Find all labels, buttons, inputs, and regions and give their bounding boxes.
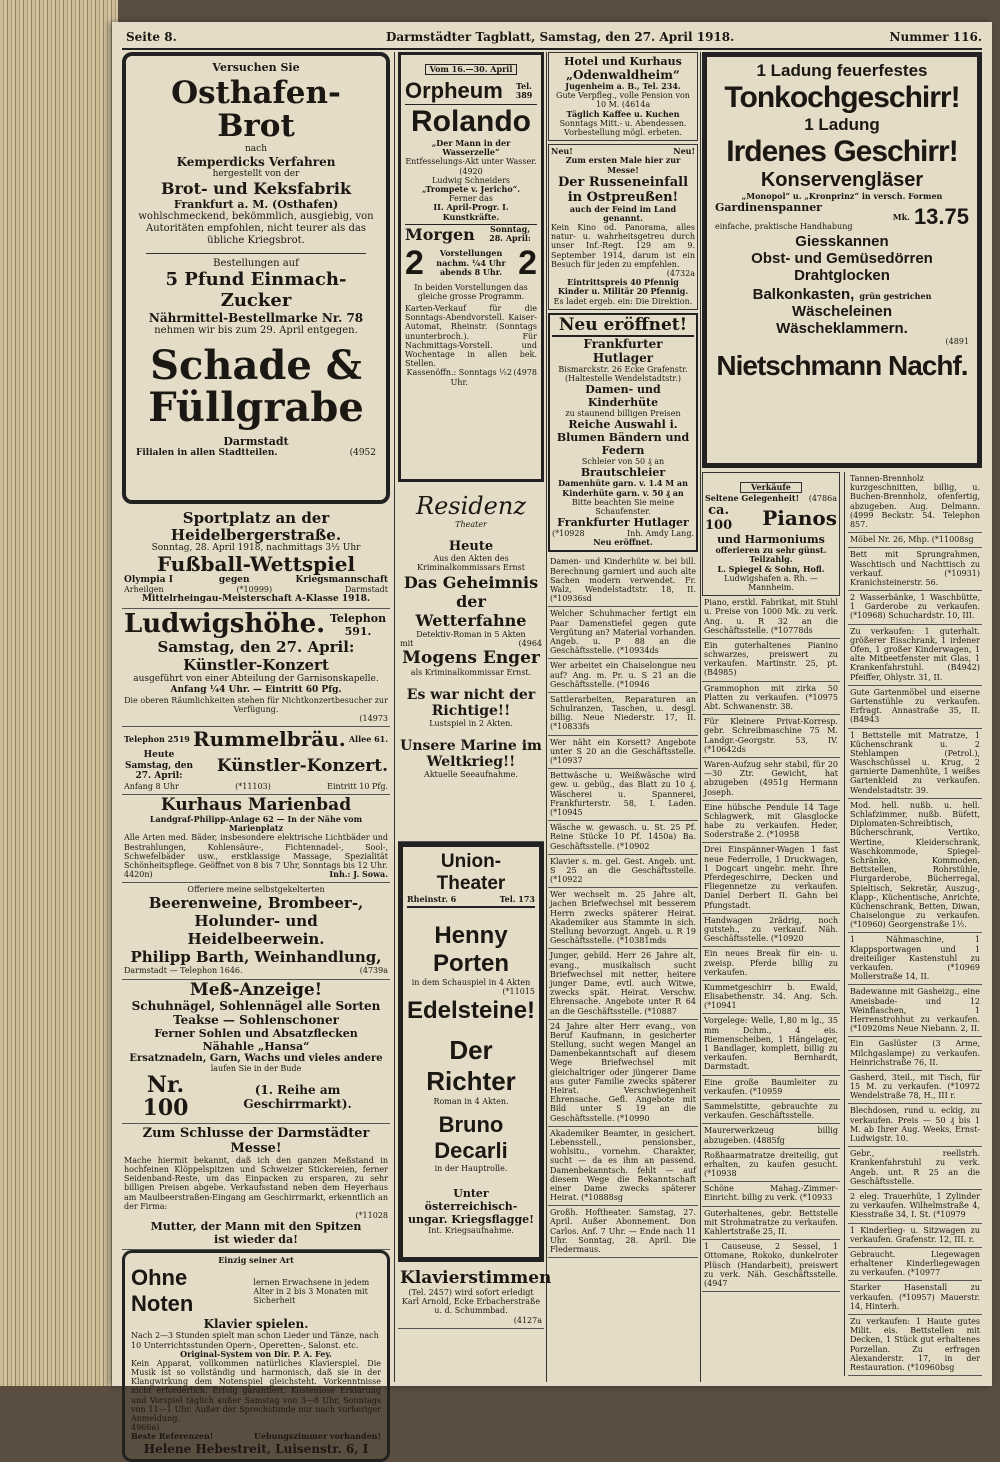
ad-code: (*10999) [236,585,273,595]
tonkochgeschirr-ad [702,52,982,468]
ad-text: Bismarckstr. 26 Ecke Grafenstr. (Haltestelle Wendelstadtstr.) [558,364,688,383]
ad-text: Vom 16.—30. April [425,64,518,75]
ad-text: Jugenheim a. B., Tel. 234. [565,81,681,91]
ad-code: 4420n) [124,870,153,880]
ad-text: Nähahle „Hansa“ [202,1040,310,1054]
ad-text: Inh. Amdy Lang. [627,529,694,539]
ad-text: Wäscheleinen [791,303,893,321]
ad-headline: Es war nicht der Richtige!! [406,687,536,720]
ad-firm-name: Nietschmann Nachf. [716,350,968,382]
ad-headline: Tonkochgeschirr! [724,81,960,114]
ad-code: (*11028 [355,1210,388,1220]
classified-ad: Mod. hell. nußb. u. hell. Schlafzimmer, nußb. Büfett, Diplomaten-Schreibtisch, Bücherschrank, Vertiko, Wertine, Kleiderschrank, Waschkommode, Spiegel-Schränke, Kommoden, Bettstellen, Rohrstühle, Flurgarderobe, Bücherregal, Spieltisch, Sekretär, Auszug-, Klapp-, Küchentische, Anrichte, Küchenschrank, Betten, Diwan, Chaiselongue zu verkaufen. (*10960) Georgenstraße 1½. [848,799,982,934]
classified-ad: Eine hübsche Pendule 14 Tage Schlagwerk, mit Glasglocke habe zu verkaufen. Heder, Soderstraße 2. (*10958 [702,801,840,844]
ad-text: Darmstadt [344,585,388,595]
ad-text: Einzig seiner Art [218,1255,294,1266]
classified-ad: Großh. Hoftheater. Samstag, 27. April. Außer Abonnement. Don Carlos. Anf. 7 Uhr. — Ende nach 11 Uhr. Sonntag, 28. April. Die Fledermaus. [548,1206,698,1258]
ad-text: Karten-Verkauf für die Sonntags-Abendvorstell. Kaiser-Automat, Rheinstr. (Sonntags ununterbroch.). Für Nachmittags-Vorstell. und Wochentage in allen bek. Stellen. [405,304,537,369]
page-stack-edge [0,0,118,1386]
ad-text: Hotel und Kurhaus [564,55,682,68]
ad-text: Die oberen Räumlichkeiten stehen für Nichtkonzertbesucher zur Verfügung. [124,695,388,714]
classified-ad: Gebr., reellstrh. Krankenfahrstuhl zu verk. Angeb. unt. R 25 an die Geschäftsstelle. [848,1147,982,1190]
ad-text: Offeriere meine selbstgekelterten [187,885,325,895]
ad-text: Original-System von Dir. P. A. Fey. [180,1348,332,1359]
ad-text: (Tel. 2457) wird sofort erledigt Karl Arnold, Ecke Erbacherstraße u. d. Schummbad. [401,1288,541,1316]
section-heading: Verkäufe [740,482,802,493]
ad-text: Balkonkasten, [752,286,855,304]
classified-ad: Waren-Aufzug sehr stabil, für 20—30 Ztr. Gewicht, hat abzugeben (4951g Hermann Joseph. [702,758,840,801]
running-header [126,30,982,46]
ad-text: in der Hauptrolle. [434,1163,508,1173]
ad-text: Telephon 2519 [124,734,190,744]
classified-ad: Blechdosen, rund u. eckig, zu verkaufen. Preis — 50 ₰ bis 1 M. ab Ihrer Aug. Weeks, Ernst-Ludwigstr. 10. [848,1104,982,1147]
ad-text: und Harmoniums [717,533,825,547]
ad-text: Teakse — Sohlenschoner [173,1013,339,1028]
classified-ad: Schöne Mahag.-Zimmer-Einricht. billig zu verk. (*10933 [702,1182,840,1206]
ad-text: ist wieder da! [214,1233,298,1247]
ad-code: (4732a [666,269,695,278]
ad-text: Ferner das [449,194,493,204]
classified-ad: Roßhaarmatratze dreiteilig, gut erhalten, zu kaufen gesucht. (*10938 [702,1149,840,1183]
ad-text: laufen Sie in der Bude [210,1064,302,1074]
ad-text: Heute [448,539,494,555]
column-1 [122,52,390,1456]
ad-text: Eintritt 10 Pfg. [327,781,388,791]
ad-text: „Trompete v. Jericho“. [421,183,521,194]
ad-headline: Union-Theater [436,851,506,894]
classified-ad: Zu verkaufen: 1 guterhalt. größerer Eisschrank, 1 irdener Ofen, 1 großer Kinderwagen, 1 alte Mitbeetfenster mit Glas, 1 Krankenfahrstuhl. (B4942) Pfeiffer, Ohlystr. 31, II. [848,625,982,686]
ad-text: 1 Ladung [804,115,880,134]
beerenweine-ad [122,883,390,979]
classified-ad: Zu verkaufen: 1 Haute gutes Milit. eis. Bettstellen mit Decken, 1 Stück gut erhaltenes Porzellan. Zu erfragen Alexanderstr. 17, in der Restauration. (*10960bsg [848,1315,982,1376]
ad-text: Frankfurt a. M. (Osthafen) [173,198,339,212]
classified-ad: Junger, gebild. Herr 26 Jahre alt, evang., musikalisch sucht Briefwechsel mit netter, heitere junger Dame, evtl. auch Witwe, zwecks spät. Heirat. Verschw. Ehrensache. Angebote unter R 64 an die Geschäftsstelle. (*10887 [548,949,698,1019]
ad-text: Aus den Akten des Kriminalkommissars Ernst [417,554,525,573]
classified-ad: Sattlerarbeiten, Reparaturen an Schulranzen, Taschen, u. desgl. billig. Neue Niederstr. 17, II. (*10833fs [548,693,698,736]
ad-headline: Beerenweine, Brombeer-, [148,894,364,913]
ad-text: ca. [708,503,729,519]
ad-headline: Nr. 100 [142,1071,189,1121]
ad-text: grün gestrichen [859,291,932,302]
ad-text: hergestellt von der [212,168,300,179]
ad-text: Neu eröffnet. [593,537,653,548]
ad-headline: Fußball-Wettspiel [156,551,356,576]
ad-firm-name: Schade & [150,342,362,390]
ad-text: Frankfurter Hutlager [557,516,689,530]
ad-text: Anfang ¼4 Uhr. — Eintritt 60 Pfg. [170,684,342,695]
classified-ad: Gasherd, 3teil., mit Tisch, für 15 M. zu verkaufen. (*10972 Wendelstraße 78, H., III r. [848,1071,982,1105]
classified-ad: 1 Bettstelle mit Matratze, 1 Küchenschrank u. 2 Stehlampen (Petrol.), Waschschüssel u. Krug, 2 garnierte Damenhüte, 1 weißes Gartenkleid zu verkaufen. Wendelstadtstr. 39. [848,729,982,799]
ad-headline: Bruno Decarli [434,1111,508,1163]
residenz-theater-ad [398,486,544,842]
ad-text: Brot- und Keksfabrik [160,179,352,199]
masthead-date: Darmstädter Tagblatt, Samstag, den 27. April 1918. [386,30,735,44]
classifieds-left [702,472,840,1376]
ad-text: ausgeführt von einer Abteilung der Garnisonskapelle. [133,674,379,685]
classified-ad: Tannen-Brennholz kurzgeschnitten, billig, u. Buchen-Brennholz, ofenfertig, abzugeben. Aug. Delmann. (4999 Beckstr. 54. Telephon 857. [848,472,982,533]
classified-ad: Guterhaltenes, gebr. Bettstelle mit Strohmatratze zu verkaufen. Kahlertstraße 25, II. [702,1207,840,1241]
ad-text: Darmstadt [223,435,289,449]
rummelbraeu-ad [122,727,390,795]
ad-headline: Rummelbräu. [192,727,346,752]
orpheum-ad [398,52,544,482]
ad-headline: Sportplatz an der Heidelbergerstraße. [170,509,342,544]
ad-headline: Pianos [762,506,837,531]
sportplatz-ad [122,508,390,609]
ad-text: 100 [705,518,733,534]
ad-text: Gardinenspanner [715,201,822,215]
classified-ad: Bettwäsche u. Weißwäsche wird gew. u. gebüg., das Blatt zu 10 ₰. Wäscherei u. Spannerei, Frankfurterstr. 58, I. Laden. (*10945 [548,769,698,821]
newspaper-sheet [112,22,992,1456]
column-rule [700,52,701,1382]
classified-ad: Wer wechselt m. 25 Jahre alt, jachen Briefwechsel mit besserem Herrn zwecks späterer Heirat. Akademiker aus Stammte in sich. Stellung bevorzugt. Angeb. u. R 19 Geschäftsstelle. (*10381mds [548,888,698,949]
ad-text: Inh.: J. Sowa. [329,869,388,880]
ad-text: Filialen in allen Stadtteilen. [136,448,278,459]
messe-schluss-ad [122,1124,390,1250]
ad-text: Sonntags Mitt.- u. Abendessen. Vorbestellung mögl. erbeten. [559,118,687,137]
ad-code: (4891 [945,337,969,347]
ad-price: 13.75 [913,204,969,230]
ad-code: (14973 [359,713,388,723]
ad-text: Brautschleier [580,466,666,480]
classified-ad: Kummetgeschirr b. Ewald, Elisabethenstr. 34. Ang. Sch. (*10941 [702,981,840,1015]
ad-headline: Zum Schlusse der Darmstädter [142,1125,370,1141]
ad-code: (4739a [359,966,388,976]
ad-text: Zum ersten Male hier zur Messe! [565,155,681,175]
ad-headline: Irdenes Geschirr! [726,135,958,168]
ad-firm-name: Füllgrabe [148,384,364,432]
ad-text: Helene Hebestreit, [143,1441,272,1456]
ad-code: (*11103) [235,781,271,791]
ad-text: nach [245,144,267,155]
ad-text: Kassenöffn.: Sonntags ½2 Uhr. [406,368,512,387]
ad-headline: Holunder- und Heidelbeerwein. [187,912,325,949]
ad-text: 1 Ladung feuerfestes [756,61,928,80]
classified-ad: Ein neues Break für ein- u. zweisp. Pferde billig zu verkaufen. [702,947,840,981]
ad-text: 5 Pfund Einmach-Zucker [165,269,347,312]
ad-text: in dem Schauspiel in 4 Akten [411,978,531,988]
ad-text: Schuhnägel, Sohlennägel alle Sorten [131,999,381,1014]
ad-text: Telephon 591. [329,611,387,638]
classified-ad: Ein Gaslüster (3 Arme, Milchgaslampe) zu verkaufen. Heinrichstraße 76, II. [848,1037,982,1071]
classified-list [844,472,982,1376]
classified-list [702,596,840,1292]
union-theater-ad [398,842,544,1262]
ad-text: mit [400,638,414,648]
ad-headline: Messe! [230,1140,282,1156]
classified-ad: Welcher Schuhmacher fertigt ein Paar Damenstiefel gegen gute Vergütung an? Material vorhanden. Angeb. u. P 88 an die Geschäftsstelle. (*10934ds [548,607,698,659]
ad-text: Sonntag, 28. April 1918, nachmittags 3½ Uhr [151,543,361,553]
ad-text: nehmen wir bis zum 29. April entgegen. [154,325,358,337]
ad-text: auch der Feind im Land genannt. [569,203,677,223]
ad-headline: Ohne Noten [131,1265,194,1317]
ad-headline: Edelsteine! [407,996,536,1024]
ad-text: Samstag, den 27. April: Künstler-Konzert [157,638,355,675]
ad-text: Allee 61. [348,734,388,744]
ad-headline: Orpheum [405,78,503,103]
ad-headline: Rolando [411,105,531,138]
klavierstimmen-ad [398,1266,552,1329]
classified-ad: Gute Gartenmöbel und eiserne Gartenstühle zu verkaufen. Erfragt. Annastraße 35, II. (B4943 [848,686,982,729]
column-rule [394,52,395,1382]
ad-text: nachm. ¼4 Uhr [436,257,506,268]
ad-text: Seltene Gelegenheit! [705,493,800,503]
osthafen-brot-ad [122,52,390,504]
ad-text: Eintrittspreis 40 Pfennig [567,277,679,288]
classified-ad: Akademiker Beamter, in gesichert. Lebensstell., pensionsber., wohlsitu., vornehm. Charakter, sucht — da es ihm an passend. Damenbekanntsch. fehlt — auf diesem Wege die Bekanntschaft einer Dame zwecks späterer Heirat. (*10888sg [548,1127,698,1207]
classified-ad: Ein guterhaltenes Pianino schwarzes, preiswert zu verkaufen. Martinstr. 25, pt. (B4985) [702,639,840,682]
classified-ad: 1 Causeuse, 2 Sessel, 1 Ottomane, Rokoko, dunkelroter Plüsch (Handarbeit), preiswert zu verk. Näh. Geschäftsstelle. (4947 [702,1240,840,1292]
ad-text: Heute Samstag, den 27. April: [124,750,194,782]
ad-text: Reiche Auswahl i. Blumen Bändern und Federn [556,418,690,458]
ad-text: gegen [218,574,250,585]
ad-text: Mache hiermit bekannt, daß ich den ganzen Meßstand in hochfeinen Klöppelspitzen und Schweizer Stickereien, ferner Seidenband-Reste, um das Einpacken zu ersparen, zu sehr billigen Preisen abgebe. Verkaufsstand neben dem Heyerhaus am Maulbeerstraßen-Eingang am Geschirrmarkt, erkenntlich an der Firma: [124,1155,388,1211]
ad-code: (4127a [513,1315,542,1325]
classified-ad: Maurerwerkzeug billig abzugeben. (4885fg [702,1124,840,1148]
ad-text: Anfang 8 Uhr [124,781,179,791]
ad-text: Sonntag, 28. April: [489,224,531,244]
ad-text: Landgraf-Philipp-Anlage 62 — In der Nähe vom Marienplatz [149,813,363,834]
ad-text: Nährmittel-Bestellmarke Nr. 78 [148,311,364,326]
ad-text: Ludwig Schneiders [432,175,510,185]
ad-text: Ersatznadeln, Garn, Wachs und vieles andere [129,1053,383,1065]
column-rule [546,52,547,1382]
ad-text: Unter österreichisch-ungar. Kriegsflagge! [407,1186,534,1226]
ad-text: Nach 2—3 Stunden spielt man schon Lieder und Tänze, nach 10 Unterrichtsstunden Opern-, Operetten-, Salonst. etc. [131,1331,379,1350]
ad-text: Neu! [673,146,695,157]
ad-text: Lustspiel in 2 Akten. [429,719,513,729]
ad-text: Kein Apparat, vollkommen natürliches Klavierspiel. Die Musik ist so vollständig und harmonisch, daß sie in der Klangwirkung dem Notenspiel gleichsteht. Vorkenntnisse nicht erforderlich. Erfolg garantiert. Kostenlose Erklärung und Vorspiel täglich außer Samstag von 3—8 Uhr, Sonntags von 11—1 Uhr. Außer der Sprechstunde nur nach vorheriger Anmeldung. [131,1358,381,1424]
ad-text: Int. Kriegsaufnahme. [428,1225,514,1235]
ad-headline: Henny Porten [432,922,509,978]
odenwaldheim-ad [548,52,698,141]
ad-text: L. Spiegel & Sohn, Hofl. [717,563,825,574]
ad-text: Kinderhüte garn. v. 50 ₰ an [562,487,684,498]
ad-text: Kinder u. Militär 20 Pfennig. [557,286,689,297]
ad-text: Gute Verpfleg., volle Pension von 10 M. [556,91,690,110]
ohne-noten-ad [122,1250,390,1461]
header-rule [122,48,982,50]
ad-text: Giesskannen [795,233,889,251]
classified-ad: Gebraucht. Liegewagen erhaltener Kinderliegewagen zu verkaufen. (*10977 [848,1248,982,1282]
ad-text: Tel. 389 [515,80,533,100]
classified-ad: Wer näht ein Korsett? Angebote unter S 20 an die Geschäftsstelle. (*10937 [548,736,698,770]
classified-ad: Für Kleinere Privat-Korresp. gebr. Schreibmaschine 75 M. Landgr.-Georgstr. 53, IV. (*10642ds [702,715,840,758]
classified-ad: 24 Jahre alter Herr evang., von Beruf Kaufmann, in gesicherter Stellung, sucht wegen Mangel an Damenbekanntschaft auf diesem Wege Briefwechsel mit gleichaltriger oder jüngerer Dame aus guter Familie zwecks späterer Heirat. Verschwiegenheit Ehrensache. Gefl. Angebote mit Bild unter S 19 an die Geschäftsstelle. (*10990 [548,1020,698,1127]
ad-text: Damenhüte garn. v. 1.4 M an [558,478,688,489]
ad-text: Arheilgen [124,585,164,595]
ad-code: (4964 [518,638,542,648]
ad-text: als Kriminalkommissar Ernst. [410,667,532,677]
classified-ad: Wer arbeitet ein Chaiselongue neu auf? Ang. m. Pr. u. S 21 an die Geschäftsstelle. (*10946 [548,659,698,693]
ludwigshoehe-ad [122,609,390,727]
ad-text: Bitte beachten Sie meine Schaufenster. [571,497,675,516]
ad-headline: Unsere Marine im Weltkrieg!! [400,738,542,771]
ad-headline: Meß-Anzeige! [189,979,323,1000]
issue-number: Nummer 116. [889,30,982,44]
ad-text: Damen- und Kinderhüte [585,382,661,409]
ad-text: In beiden Vorstellungen das gleiche grosse Programm. [414,282,528,301]
ad-text: Frankfurter Hutlager [583,336,663,365]
ad-text: Aktuelle Seeaufnahme. [424,770,518,780]
classified-ad: 1 Nähmaschine, 1 Klappsportwagen und 1 dreiteiliger Kastenstuhl zu verkaufen. (*10969 Mollerstraße 14, II. [848,933,982,985]
ad-headline: Das Geheimnis der Wetterfahne [403,572,539,630]
ad-text: Darmstadt — Telephon 1646. [124,966,243,976]
ad-text: Rheinstr. 6 [407,894,457,904]
classified-ad: Handwagen 2rädrig, noch gutsteh., zu verkauf. Näh. Geschäftsstelle. (*10920 [702,914,840,948]
ad-text: Es ladet ergeb. ein: Die Direktion. [553,296,693,306]
ad-headline: Residenz [416,492,526,520]
ad-text: Ludwigshafen a. Rh. — Mannheim. [724,573,818,592]
ad-text: Vorstellungen [439,248,503,259]
ad-text: Versuchen Sie [212,61,300,74]
classified-ad: 2 eleg. Trauerhüte, 1 Zylinder zu verkaufen. Wilhelmstraße 4, Kiesstraße 34, I. St. (*10979 [848,1190,982,1224]
ad-text: Roman in 4 Akten. [433,1096,509,1106]
ad-text: Wäscheklammern. [776,320,908,338]
ad-text: „Der Mann in der Wasserzelle“ [431,138,511,158]
ad-text: Olympia I [124,574,173,585]
ad-headline: Philipp Barth, Weinhandlung, [130,948,382,967]
ad-text: abends 8 Uhr. [440,266,502,277]
ad-text: Schleier von 50 ₰ an [581,457,665,467]
ad-headline: Der Russeneinfall in Ostpreußen! [557,174,689,205]
classified-ad: Wäsche w. gewasch. u. St. 25 Pf. Reine Stücke 10 Pf. 1450a) Ba. Geschäftsstelle. (*10902 [548,821,698,855]
classified-ad: Grammophon mit zirka 50 Platten zu verkaufen. (*10975 Abt. Schwanenstr. 38. [702,682,840,716]
ad-text: Theater [455,520,487,529]
ad-text: Obst- und Gemüsedörren [751,250,933,268]
ad-text: Ferner Sohlen und Absatzflecken [154,1027,358,1041]
ad-headline: Kurhaus Marienbad [160,795,352,816]
ad-text: Künstler-Konzert. [216,756,388,776]
pianos-ad [702,472,840,596]
ad-text: Neu! [551,146,573,157]
ad-text: „Monopol“ u. „Kronprinz“ in versch. Formen [741,191,943,201]
ad-code: (4920 [459,166,483,176]
classified-ad: Starker Hasenstall zu verkaufen. (*10957) Mauerstr. 14, Hinterh. [848,1281,982,1315]
ad-text: 2 [518,243,537,282]
ad-text: zu staunend billigen Preisen [565,408,681,418]
mess-anzeige-ad [122,980,390,1124]
ad-headline: Ludwigshöhe. [124,609,326,640]
ad-headline: Neu eröffnet! [552,317,694,337]
ad-text: Alle Arten med. Bäder, insbesondere elektrische Lichtbäder und Bestrahlungen, Kohlensäure-, Fichtennadel-, Sool-, Schwefelbäder usw., erstklassige Massage, Spezialität Schönheitspflege. Geöffnet von 8 bis 7 Uhr, Sonntags bis 12 Uhr. [124,833,388,870]
classified-list [548,555,698,1258]
classified-ad: Eine große Baumleiter zu verkaufen. (*10959 [702,1076,840,1100]
ad-text: II. April-Progr. I. Kunstkräfte. [433,202,509,222]
classified-ad: Drei Einspänner-Wagen 1 fast neue Federrolle, 1 Druckwagen, 1 Dogcart ungebr. mehr. Ihre Pferdegeschirre, Decken und Fliegennetze zu verkaufen. Daniel Derbert II. Gahn bei Pfungstadt. [702,843,840,913]
classifieds-area [702,472,982,1376]
ad-text: 2 [405,243,424,282]
ad-code: (4786a [808,494,837,503]
classified-ad: Möbel Nr. 26, Mhp. (*11008sg [848,533,982,548]
ad-text: Beste Referenzen! [131,1431,214,1442]
ad-text: Mutter, der Mann mit den Spitzen [150,1220,362,1234]
ad-text: Kriegsmannschaft [295,574,388,585]
ad-code: (*10928 [552,529,585,539]
ad-text: Kein Kino od. Panorama, alles natur- u. wahrheitsgetreu durch unser Inf.-Regt. 129 am 9. September 1914, darum ist ein Besuch für jeden zu empfehlen. [551,223,695,269]
ad-headline: Der Richter [426,1034,516,1096]
ad-text: Kemperdicks Verfahren [176,154,336,169]
classified-ad: Vorgelege: Welle, 1,80 m lg., 35 mm Dchm., 4 eis. Riemenscheiben, 1 Hängelager, 1 Bandlager, komplett, billig zu verkaufen. Bernhardt, Darmstadt. [702,1014,840,1075]
ad-code: (4614a [621,100,651,110]
ad-text: Mk. [892,211,910,222]
ad-headline: Klavierstimmen [400,1268,552,1288]
ad-headline: Osthafen-Brot [171,74,341,144]
classified-ad: 2 Wasserbänke, 1 Waschbütte, 1 Garderobe zu verkaufen. (*10968) Schuchardstr. 10, III. [848,591,982,625]
ad-text: offerieren zu sehr günst. Teilzahlg. [715,545,827,565]
ad-text: Tel. 173 [499,894,535,904]
ad-text: Drahtglocken [794,267,890,285]
classified-ad: Damen- und Kinderhüte w. bei bill. Berechnung garniert und auch alte Sachen modern verwendet. Fr. Walz, Wendelstadtstr. 18, II. (*10936sd [548,555,698,607]
ad-code: (4952 [349,448,376,459]
classified-ad: Klavier s. m. gel. Gest. Angeb. unt. S 25 an die Geschäftsstelle. (*10922 [548,855,698,889]
kurhaus-marienbad-ad [122,795,390,883]
ad-text: Bestellungen auf [213,257,299,269]
ad-text: wohlschmeckend, bekömmlich, ausgiebig, von Autoritäten empfohlen, nicht teurer als das übliche Kriegsbrot. [138,211,374,246]
ad-headline: Mogens Enger [402,647,540,668]
ad-text: Luisenstr. 6, I [275,1441,369,1456]
column-4 [702,52,982,1382]
classified-ad: Sammelstitte, gebrauchte zu verkaufen. Geschäftsstelle. [702,1100,840,1124]
ad-text: Entfesselungs-Akt unter Wasser. [405,157,537,167]
classified-ad: Piano, erstkl. Fabrikat, mit Stuhl u. Preise von 1000 Mk. zu verk. Ang. u. R 32 an die Geschäftsstelle. (*10778ds [702,596,840,639]
classified-ad: 1 Kinderlieg- u. Sitzwagen zu verkaufen. Grafenstr. 12, III. r. [848,1224,982,1248]
ad-text: Morgen [405,224,475,244]
classified-ad: Badewanne mit Gasheizg., eine Ameisbade- und 12 Weinflaschen, 1 Herrenstrohhut zu verkaufen. (*10920ms Neue Niebann. 2, II. [848,985,982,1037]
ad-text: Detektiv-Roman in 5 Akten [416,629,526,639]
ad-code: (*11015 [502,987,535,997]
classified-ad: Bett mit Sprungrahmen, Waschtisch und Nachttisch zu verkauf. (*10931) Kranichsteinerstr. 56. [848,548,982,591]
ad-text: Klavier spielen. [203,1317,309,1332]
ad-headline: „Odenwaldheim“ [566,68,680,82]
ad-text: lernen Erwachsene in jedem Alter in 2 bis 3 Monaten mit Sicherheit [253,1277,370,1305]
hutlager-ad [548,313,698,553]
russeneinfall-ad [548,144,698,310]
ad-text: Mittelrheingau-Meisterschaft A-Klasse 1918. [141,594,371,605]
column-3 [548,52,698,1382]
column-2 [398,52,552,1382]
ad-code: 4966a) [131,1423,160,1433]
ad-text: (1. Reihe am Geschirrmarkt). [243,1082,352,1111]
ad-text: Uebungszimmer vorhanden! [253,1431,381,1442]
ad-code: (4978 [513,368,537,378]
ad-text: einfache, praktische Handhabung [715,222,853,232]
page-number: Seite 8. [126,30,177,44]
ad-text: Täglich Kaffee u. Kuchen [566,108,680,119]
ad-headline: Konservengläser [760,169,924,191]
